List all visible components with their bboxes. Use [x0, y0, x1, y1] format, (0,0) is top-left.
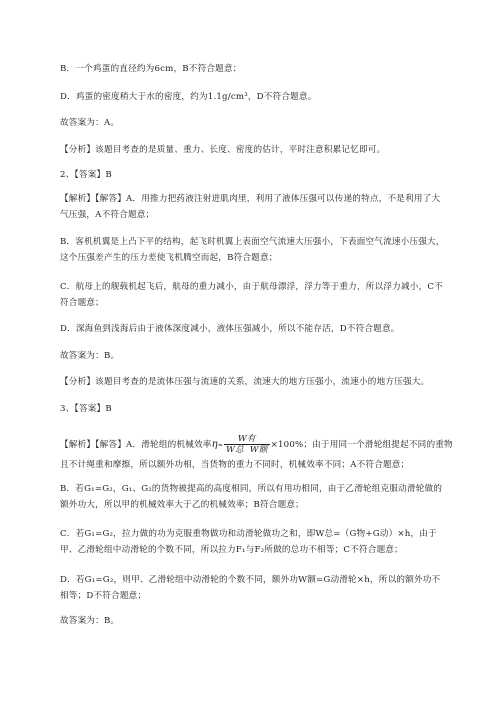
option-b-line: B．一个鸡蛋的直径约为6cm，B不符合题意；: [60, 64, 242, 74]
q2-answer-line: 故答案为：B。: [60, 351, 120, 361]
q2-solution-c: C．航母上的舰载机起飞后，航母的重力减小，由于航母漂浮，浮力等于重力，所以浮力减小，C不符合题意；: [60, 282, 443, 308]
q3-answer-line: 故答案为：B。: [60, 616, 120, 626]
q3-solution-b: B．若G₁=G₂，G₁、G₂的货物被提高的高度相同，所以有用功相同，由于乙滑轮组克服动滑轮做的额外功大，所以甲的机械效率大于乙的机械效率；B符合题意；: [60, 484, 443, 510]
q2-solution-d: D．深海鱼到浅海后由于液体深度减小，液体压强减小，所以不能存活，D不符合题意。: [60, 324, 400, 334]
question-2-answer: 2、【答案】B: [60, 170, 112, 180]
eta-symbol: η: [211, 439, 218, 450]
equals-symbol: =: [217, 442, 224, 449]
q3-solution-a-prefix: 【解析】【解答】A．滑轮组的机械效率: [60, 440, 212, 450]
analysis-line: 【分析】该题目考查的是质量、重力、长度、密度的估计，平时注意积累记忆即可。: [60, 145, 386, 155]
fraction-numerator: W有: [224, 434, 270, 445]
question-3-answer: 3、【答案】B: [60, 404, 112, 414]
q3-solution-a-suffix: ×100%；由于用同一个滑轮组提起不同的重物: [270, 440, 453, 450]
q3-solution-a-formula-line: [60, 434, 453, 456]
q2-solution-b: B．客机机翼是上凸下平的结构，起飞时机翼上表面空气流速大压强小，下表面空气流速小压强大，这个压强差产生的压力差使飞机腾空而起，B符合题意；: [60, 237, 445, 263]
denominator-term-1: W总: [226, 445, 244, 455]
q3-solution-a-cont: 且不计绳重和摩擦，所以额外功相，当货物的重力不同时，机械效率不同；A不符合题意；: [60, 460, 410, 470]
fraction-denominator: [224, 445, 270, 455]
q3-solution-c: C．若G₁=G₂，拉力做的功为克服重物做功和动滑轮做功之和，即W总=（G物+G动）×h，由于甲、乙滑轮组中动滑轮的个数不同，所以拉力F₁与F₂所做的总功不相等；C不符合题意；: [60, 529, 437, 555]
answer-line: 故答案为：A。: [60, 118, 120, 128]
q2-solution-a: 【解析】【解答】A．用推力把药液注射进肌肉里，利用了液体压强可以传递的特点，不是利用了大气压强，A不符合题意；: [60, 194, 441, 220]
option-d-line: D．鸡蛋的密度稍大于水的密度，约为1.1g/cm³，D不符合题意。: [60, 92, 317, 102]
efficiency-fraction: [224, 434, 270, 455]
q3-solution-d: D．若G₁=G₂，则甲、乙滑轮组中动滑轮的个数不同，额外功W额=G动滑轮×h，所以的额外功不相等；D不符合题意；: [60, 575, 441, 601]
q2-analysis-line: 【分析】该题目考查的是流体压强与流速的关系，流速大的地方压强小，流速小的地方压强大。: [60, 377, 430, 387]
denominator-term-2: W额: [249, 445, 268, 455]
